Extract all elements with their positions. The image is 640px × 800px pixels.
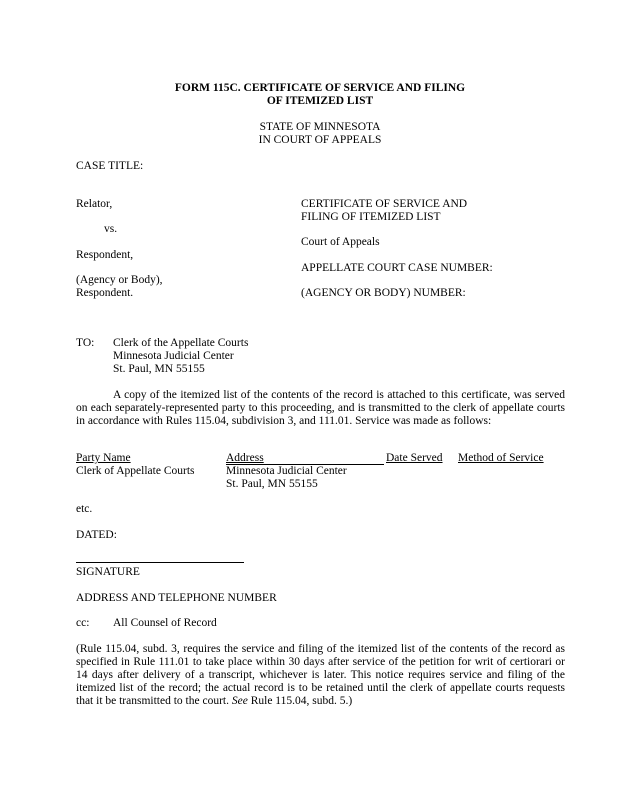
agency-number-label: (AGENCY OR BODY) NUMBER:: [301, 287, 466, 299]
court-state: STATE OF MINNESOTA: [259, 121, 381, 133]
table-cell-party: Clerk of Appellate Courts: [76, 465, 195, 477]
form-title-line1: FORM 115C. CERTIFICATE OF SERVICE AND FILING: [174, 82, 466, 94]
respondent-label: Respondent,: [76, 249, 134, 261]
certificate-heading-line2: FILING OF ITEMIZED LIST: [301, 211, 441, 223]
address-phone-label: ADDRESS AND TELEPHONE NUMBER: [76, 592, 277, 604]
to-label: TO:: [76, 337, 95, 349]
rule-note-citation: Rule 115.04, subd. 5.): [247, 695, 353, 707]
table-header-method: Method of Service: [458, 452, 544, 464]
table-cell-address-line1: Minnesota Judicial Center: [226, 465, 347, 477]
rule-note-text: (Rule 115.04, subd. 3, requires the service and filing of the itemized list of the contents of the record as specified in Rule 111.01 to take place within 30 days after service of the petition for writ of certiorari or 14 days after delivery of a transcript, whichever is later. This notice requires service and filing of the itemized list of the record; the actual record is to be retained until the clerk of appellate courts requests that it be transmitted to the court.: [76, 643, 565, 707]
body-paragraph: A copy of the itemized list of the contents of the record is attached to this certificate, was served on each separately-represented party to this proceeding, and is transmitted to the clerk of appellate courts in accordance with Rules 115.04, subdivision 3, and 111.01. Service was made as follows:: [76, 389, 565, 427]
to-line2: Minnesota Judicial Center: [113, 350, 234, 362]
respondent2-label: Respondent.: [76, 287, 134, 299]
cc-value: All Counsel of Record: [113, 617, 217, 629]
etc-label: etc.: [76, 503, 93, 515]
court-of-appeals-label: Court of Appeals: [301, 236, 380, 248]
table-header-address: Address: [226, 452, 264, 464]
cc-label: cc:: [76, 617, 90, 629]
signature-line: [76, 562, 244, 563]
vs-label: vs.: [104, 223, 118, 235]
table-header-date: Date Served: [386, 452, 443, 464]
rule-note-see: See: [231, 695, 248, 707]
relator-label: Relator,: [76, 198, 113, 210]
case-number-label: APPELLATE COURT CASE NUMBER:: [301, 262, 493, 274]
rule-note: [76, 643, 565, 708]
certificate-heading-line1: CERTIFICATE OF SERVICE AND: [301, 198, 468, 210]
court-name: IN COURT OF APPEALS: [258, 134, 382, 146]
to-line3: St. Paul, MN 55155: [113, 363, 205, 375]
to-line1: Clerk of the Appellate Courts: [113, 337, 249, 349]
dated-label: DATED:: [76, 529, 117, 541]
table-header-party: Party Name: [76, 452, 131, 464]
signature-label: SIGNATURE: [76, 566, 140, 578]
table-cell-address-line2: St. Paul, MN 55155: [226, 478, 318, 490]
agency-label: (Agency or Body),: [76, 274, 163, 286]
form-title-line2: OF ITEMIZED LIST: [266, 95, 374, 107]
case-title-label: CASE TITLE:: [76, 160, 144, 172]
